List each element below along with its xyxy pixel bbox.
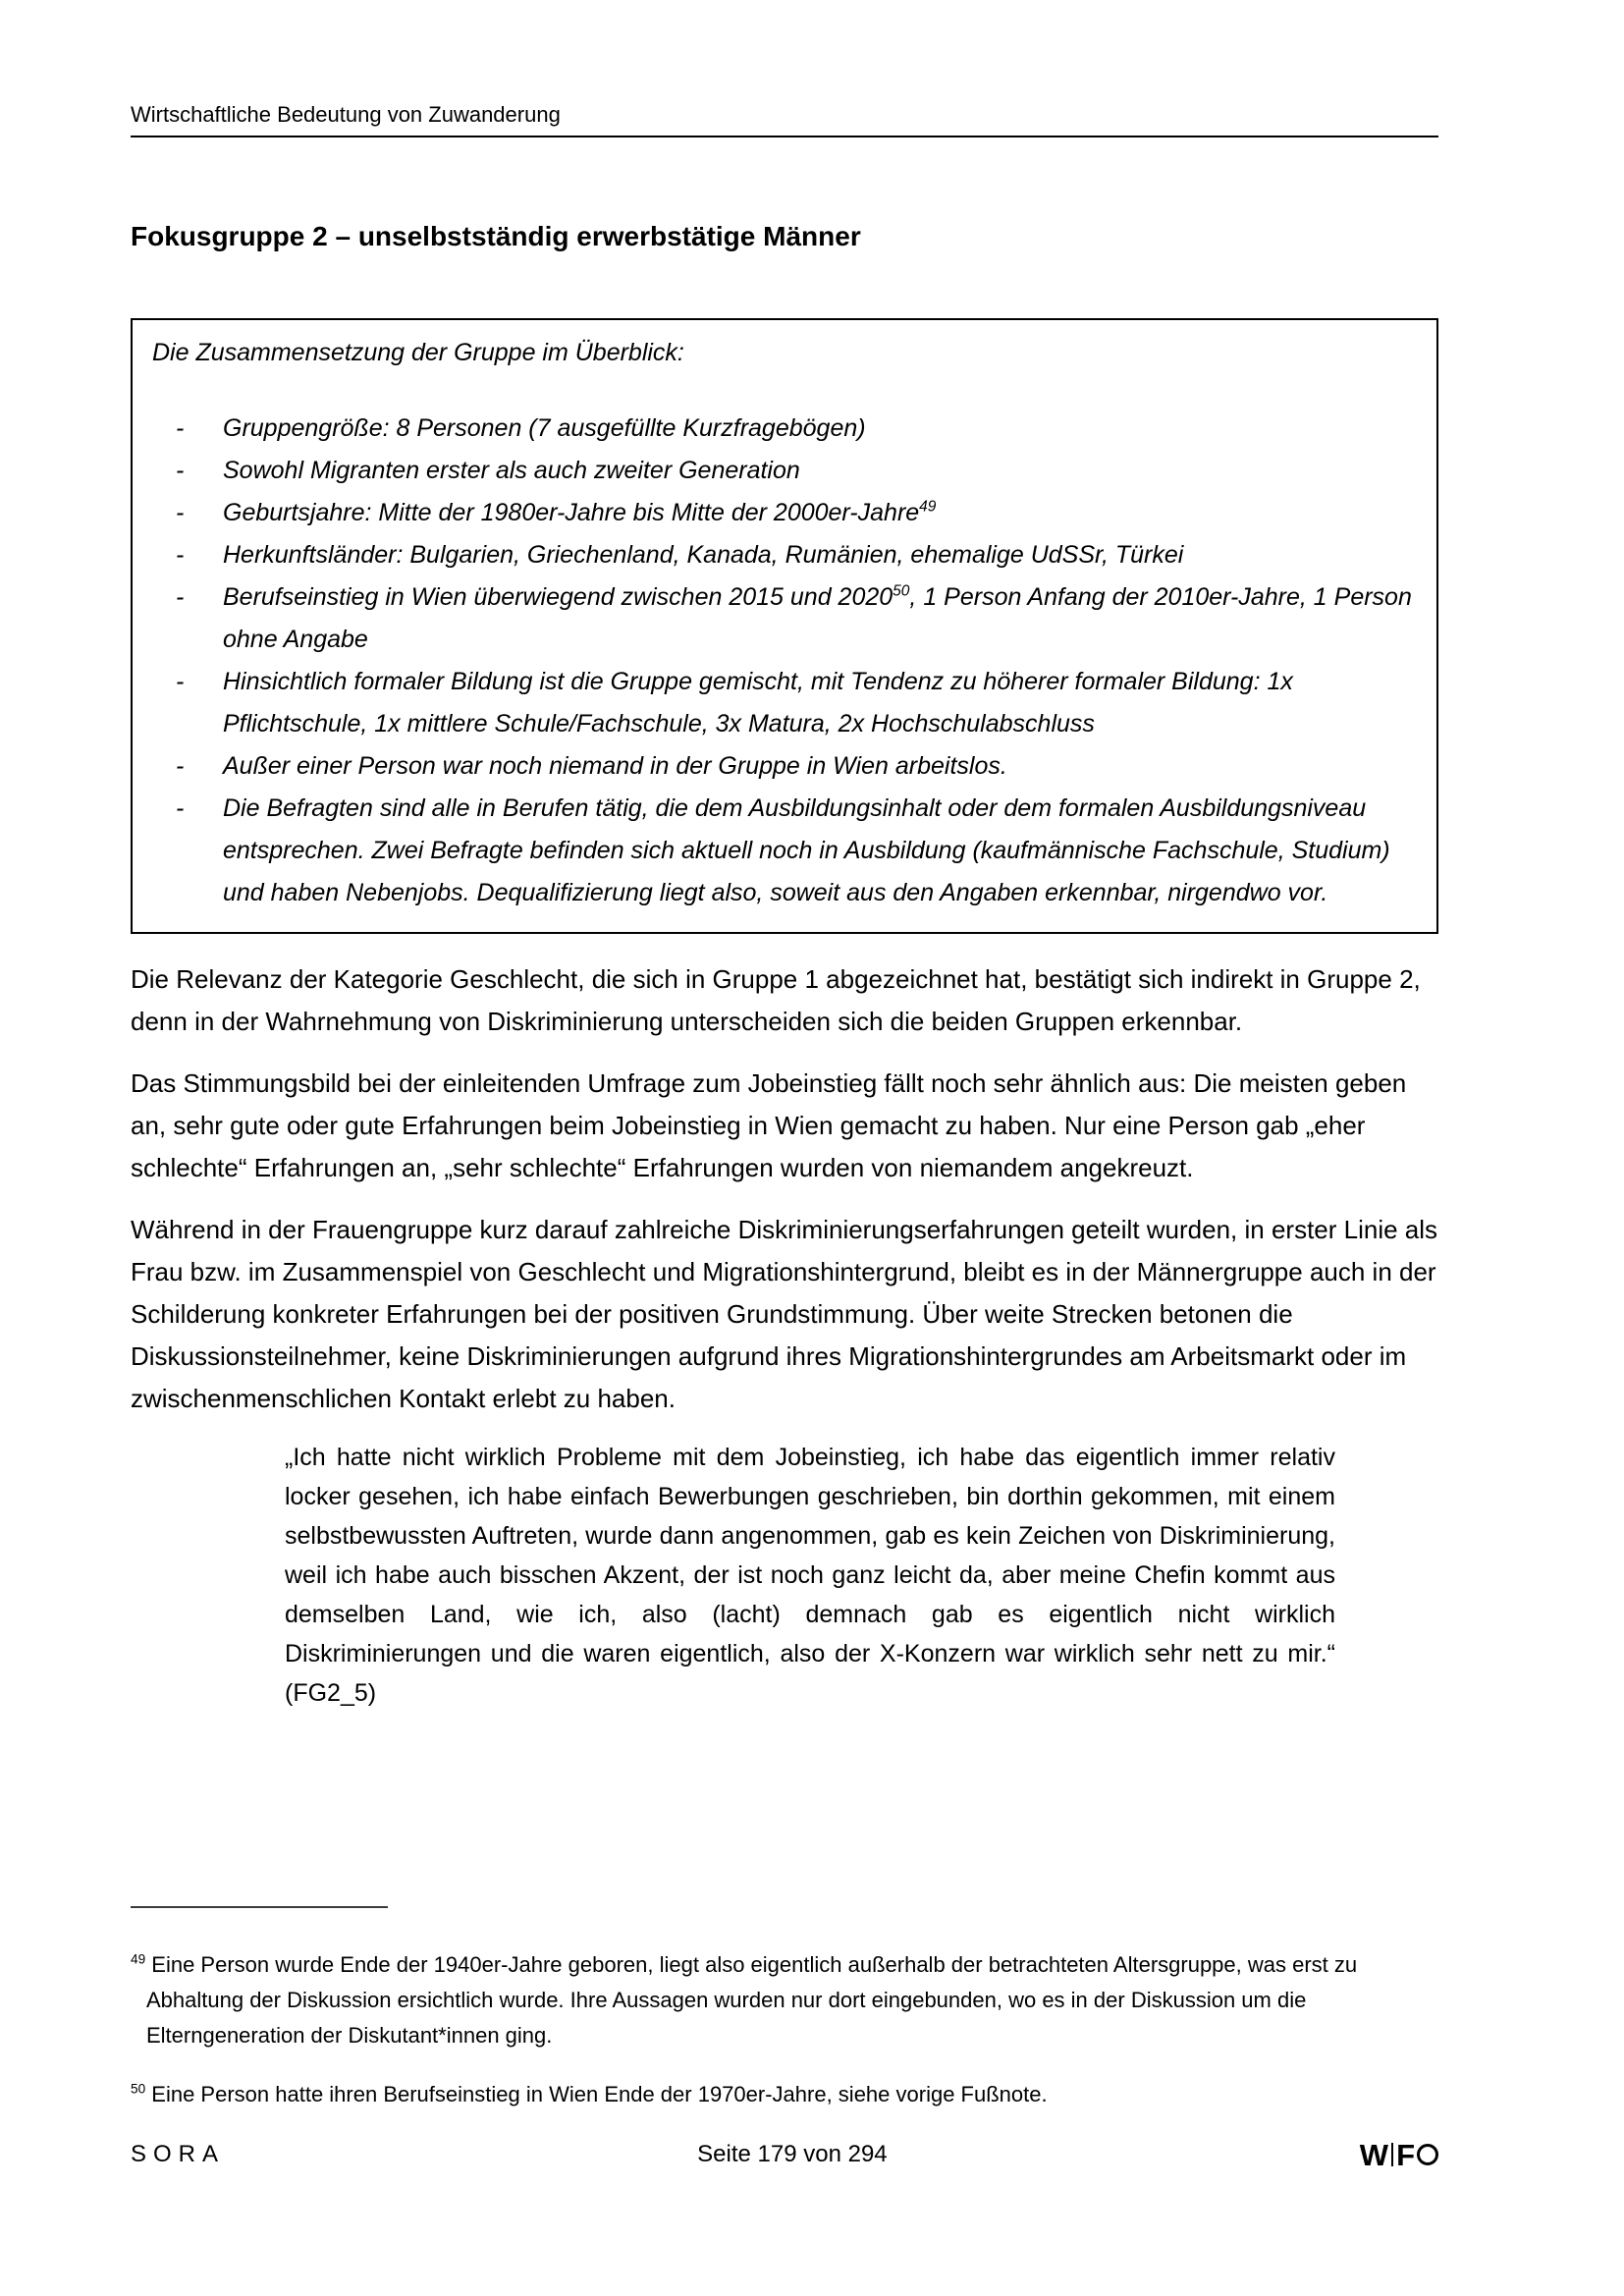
running-header-title: Wirtschaftliche Bedeutung von Zuwanderung <box>131 102 561 127</box>
body-paragraph: Das Stimmungsbild bei der einleitenden Umfrage zum Jobeinstieg fällt noch sehr ähnlich aus: Die meisten geben an, sehr gute oder gute Erfahrungen beim Jobeinstieg in Wien gemacht zu haben. Nur eine Person gab „eher schlechte“ Erfahrungen an, „sehr schlechte“ Erfahrungen wurden von niemandem angekreuzt. <box>131 1068 1407 1182</box>
overview-intro: Die Zusammensetzung der Gruppe im Überblick: <box>152 339 684 366</box>
interview-quote <box>285 1438 1335 1713</box>
list-item <box>152 788 1419 914</box>
bullet-dash: - <box>176 414 185 442</box>
page-footer <box>131 2137 1438 2172</box>
footnote <box>131 2077 1438 2112</box>
quote-text: „Ich hatte nicht wirklich Probleme mit dem Jobeinstieg, ich habe das eigentlich immer relativ locker gesehen, ich habe einfach Bewerbungen geschrieben, bin dorthin gekommen, mit einem selbstbewussten Auftreten, wurde dann angenommen, gab es kein Zeichen von Diskriminierung, weil ich habe auch bisschen Akzent, der ist noch ganz leicht da, aber meine Chefin kommt aus demselben Land, wie ich, also (lacht) demnach gab es eigentlich nicht wirklich Diskriminierungen und die waren eigentlich, also der X-Konzern war wirklich sehr nett zu mir.“ <box>285 1444 1335 1667</box>
footnotes-section <box>131 1906 1438 2112</box>
bullet-dash: - <box>176 794 185 822</box>
bullet-dash: - <box>176 499 185 526</box>
section-title: Fokusgruppe 2 – unselbstständig erwerbstätige Männer <box>131 221 861 251</box>
bullet-dash: - <box>176 457 185 484</box>
quote-source: (FG2_5) <box>285 1679 377 1707</box>
footnote-number: 49 <box>131 1951 146 1967</box>
wifo-divider-bar <box>1391 2143 1393 2166</box>
footnote-separator <box>131 1906 388 1908</box>
footnote-text: Eine Person hatte ihren Berufseinstieg in Wien Ende der 1970er-Jahre, siehe vorige Fußnote. <box>151 2082 1048 2106</box>
list-item-text: Außer einer Person war noch niemand in der Gruppe in Wien arbeitslos. <box>223 752 1007 780</box>
list-item-text: Die Befragten sind alle in Berufen tätig, die dem Ausbildungsinhalt oder dem formalen Ausbildungsniveau entsprechen. Zwei Befragte befinden sich aktuell noch in Ausbildung (kaufmännische Fachschule, Studium) und haben Nebenjobs. Dequalifizierung liegt also, soweit aus den Angaben erkennbar, nirgendwo vor. <box>223 794 1390 906</box>
list-item-text: Berufseinstieg in Wien überwiegend zwischen 2015 und 2020$^{50}$, 1 Person Anfang der 2010er-Jahre, 1 Person ohne Angabe <box>223 582 1412 653</box>
list-item-text: Herkunftsländer: Bulgarien, Griechenland, Kanada, Rumänien, ehemalige UdSSr, Türkei <box>223 541 1184 569</box>
body-paragraph: Während in der Frauengruppe kurz darauf zahlreiche Diskriminierungserfahrungen geteilt wurden, in erster Linie als Frau bzw. im Zusammenspiel von Geschlecht und Migrationshintergrund, bleibt es in der Männergruppe auch in der Schilderung konkreter Erfahrungen bei der positiven Grundstimmung. Über weite Strecken betonen die Diskussionsteilnehmer, keine Diskriminierungen aufgrund ihres Migrationshintergrundes am Arbeitsmarkt oder im zwischenmenschlichen Kontakt erlebt zu haben. <box>131 1215 1438 1413</box>
wifo-letter-w: W <box>1359 2137 1389 2172</box>
overview-list <box>152 408 1419 914</box>
list-item <box>152 661 1419 745</box>
wifo-logo <box>1359 2137 1438 2172</box>
bullet-dash: - <box>176 583 185 611</box>
list-item <box>152 534 1419 576</box>
list-item <box>152 408 1419 450</box>
footer-institute: SORA <box>131 2141 226 2167</box>
footnote-ref: 50 <box>893 582 910 600</box>
list-item-text: Sowohl Migranten erster als auch zweiter Generation <box>223 457 800 484</box>
bullet-dash: - <box>176 541 185 569</box>
bullet-dash: - <box>176 668 185 695</box>
bullet-dash: - <box>176 752 185 780</box>
running-header <box>131 101 1438 137</box>
footnote-text: Eine Person wurde Ende der 1940er-Jahre geboren, liegt also eigentlich außerhalb der betrachteten Altersgruppe, was erst zu Abhaltung der Diskussion ersichtlich wurde. Ihre Aussagen wurden nur dort eingebunden, wo es in der Diskussion um die Elterngeneration der Diskutant*innen ging. <box>146 1952 1358 2048</box>
footnote-ref: 49 <box>919 498 937 516</box>
page-number: Seite 179 von 294 <box>697 2141 888 2167</box>
list-item <box>152 576 1419 661</box>
group-overview-box <box>131 318 1438 934</box>
wifo-circle-o-icon <box>1417 2144 1438 2165</box>
footnote-number: 50 <box>131 2081 146 2097</box>
list-item-text: Hinsichtlich formaler Bildung ist die Gruppe gemischt, mit Tendenz zu höherer formaler Bildung: 1x Pflichtschule, 1x mittlere Schule/Fachschule, 3x Matura, 2x Hochschulabschluss <box>223 668 1293 738</box>
list-item-text: Gruppengröße: 8 Personen (7 ausgefüllte Kurzfragebögen) <box>223 414 866 442</box>
list-item <box>152 450 1419 492</box>
list-item <box>152 745 1419 788</box>
list-item <box>152 492 1419 534</box>
footnote <box>131 1947 1438 2053</box>
wifo-letter-f: F <box>1396 2137 1415 2172</box>
list-item-text: Geburtsjahre: Mitte der 1980er-Jahre bis Mitte der 2000er-Jahre$^{49}$ <box>223 498 937 526</box>
body-paragraph: Die Relevanz der Kategorie Geschlecht, die sich in Gruppe 1 abgezeichnet hat, bestätigt sich indirekt in Gruppe 2, denn in der Wahrnehmung von Diskriminierung unterscheiden sich die beiden Gruppen erkennbar. <box>131 964 1421 1036</box>
